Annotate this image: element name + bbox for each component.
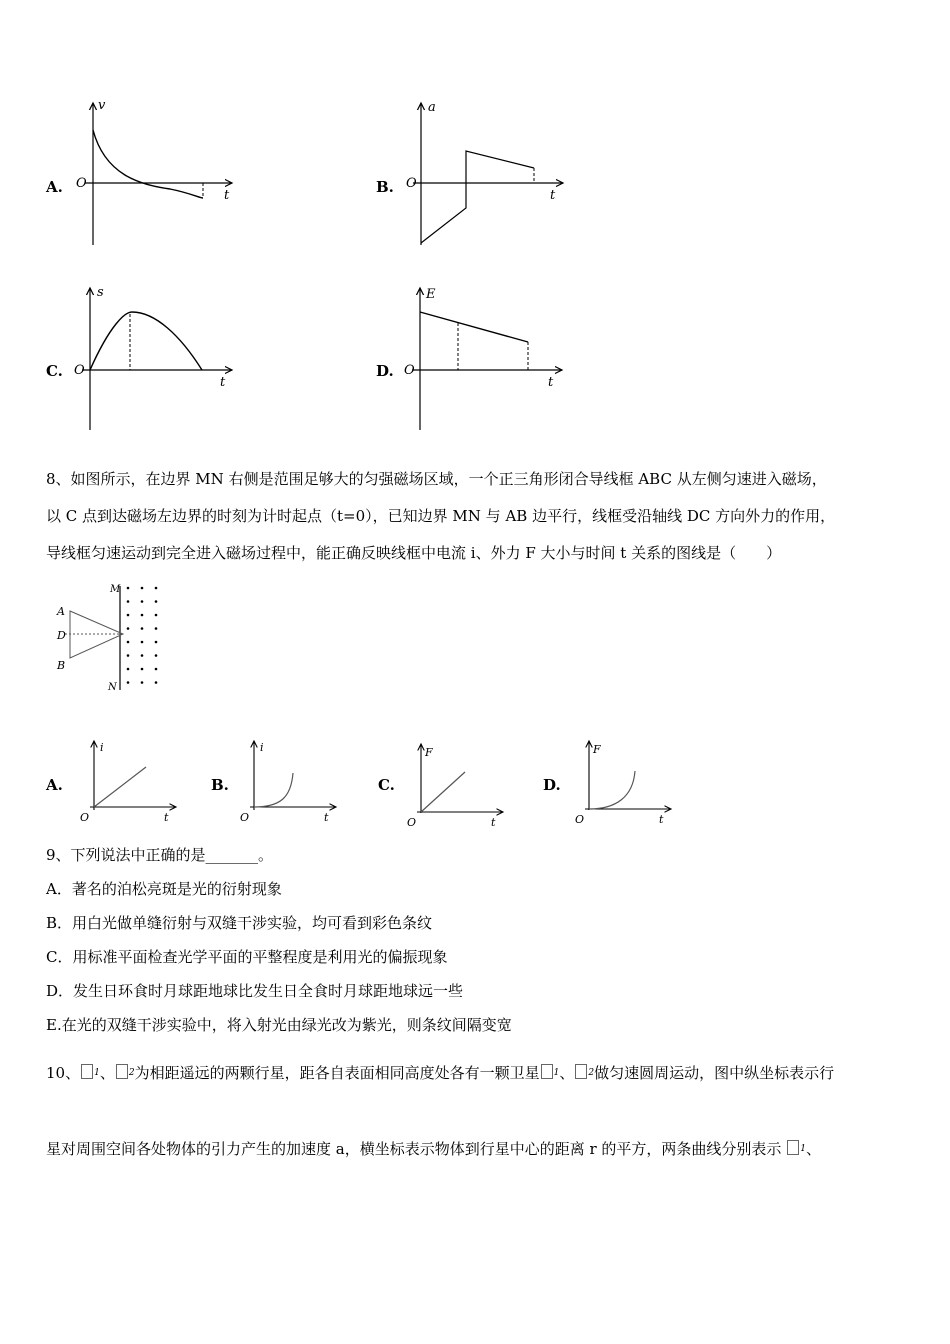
q8-option-a-graph <box>76 735 186 835</box>
planet-symbol-icon <box>787 1140 799 1155</box>
q7-option-c-label: C. <box>46 362 63 380</box>
linear-line <box>94 767 146 807</box>
svg-text:F: F <box>593 743 601 756</box>
q8-figure <box>50 578 170 698</box>
origin-label: O <box>76 176 87 191</box>
field-dot <box>141 627 144 630</box>
svg-text:F: F <box>425 746 433 759</box>
field-dot <box>127 627 130 630</box>
field-dot <box>155 627 158 630</box>
q10-line-2: 星对周围空间各处物体的引力产生的加速度 a，横坐标表示物体到行星中心的距离 r 的平方，两条曲线分别表示 $^1$、 <box>46 1140 821 1158</box>
svg-text:O: O <box>80 811 90 824</box>
svg-text:t: t <box>164 811 169 824</box>
svg-text:O: O <box>406 176 417 191</box>
magnetic-field-dots <box>127 587 158 684</box>
velocity-curve <box>93 130 203 198</box>
field-dot <box>127 600 130 603</box>
svg-text:s: s <box>97 285 104 300</box>
q9-option-e: E.在光的双缝干涉实验中，将入射光由绿光改为紫光，则条纹间隔变宽 <box>46 1016 512 1034</box>
field-dot <box>141 641 144 644</box>
svg-text:O: O <box>240 811 250 824</box>
q8-text-line-3: 导线框匀速运动到完全进入磁场过程中，能正确反映线框中电流 i、外力 F 大小与时间 t 关系的图线是（ ） <box>46 544 782 562</box>
curve <box>254 773 293 807</box>
planet-symbol-icon <box>116 1064 128 1079</box>
q7-option-b-graph <box>398 95 578 250</box>
energy-line <box>420 312 528 342</box>
field-dot <box>141 600 144 603</box>
svg-text:O: O <box>575 813 585 826</box>
svg-text:t: t <box>659 813 664 826</box>
q8-option-b-graph <box>236 735 346 835</box>
q8-option-a-label: A. <box>46 776 63 794</box>
q8-option-c-label: C. <box>378 776 395 794</box>
field-dot <box>127 668 130 671</box>
q9-option-c: C．用标准平面检查光学平面的平整程度是利用光的偏振现象 <box>46 948 448 966</box>
field-dot <box>127 654 130 657</box>
svg-text:A: A <box>57 605 65 618</box>
q10-line-1: 10、 $^1$、 $^2$为相距遥远的两颗行星，距各自表面相同高度处各有一颗卫星 $^1$、 $^2$做匀速圆周运动，图中纵坐标表示行 <box>46 1064 835 1082</box>
svg-text:t: t <box>324 811 329 824</box>
q8-text-line-2: 以 C 点到达磁场左边界的时刻为计时起点（t=0），已知边界 MN 与 AB 边平行，线框受沿轴线 DC 方向外力的作用， <box>46 507 836 525</box>
field-dot <box>141 654 144 657</box>
field-dot <box>155 654 158 657</box>
axis-label: t <box>224 188 230 203</box>
svg-text:O: O <box>74 363 85 378</box>
svg-text:N: N <box>108 682 117 693</box>
field-dot <box>141 614 144 617</box>
q9-option-b: B．用白光做单缝衍射与双缝干涉实验，均可看到彩色条纹 <box>46 914 433 932</box>
satellite-symbol-icon <box>541 1064 553 1079</box>
satellite-symbol-icon <box>575 1064 587 1079</box>
q9-option-a: A．著名的泊松亮斑是光的衍射现象 <box>46 880 282 898</box>
q7-option-b-label: B. <box>376 178 394 196</box>
q7-option-a-label: A. <box>46 178 63 196</box>
field-dot <box>127 641 130 644</box>
axis-label: v <box>98 98 106 113</box>
svg-text:M: M <box>110 584 121 595</box>
field-dot <box>155 668 158 671</box>
svg-text:t: t <box>548 375 554 390</box>
curve <box>589 771 635 809</box>
q7-option-d-label: D. <box>376 362 394 380</box>
svg-text:O: O <box>407 816 417 829</box>
field-dot <box>127 587 130 590</box>
q7-option-a-graph <box>70 95 250 250</box>
svg-text:D: D <box>57 629 66 642</box>
q8-option-d-graph <box>571 735 681 835</box>
field-dot <box>141 587 144 590</box>
field-dot <box>155 614 158 617</box>
svg-text:t: t <box>550 188 556 203</box>
field-dot <box>155 641 158 644</box>
q7-option-d-graph <box>398 280 578 435</box>
svg-text:t: t <box>220 375 226 390</box>
q8-option-b-label: B. <box>211 776 229 794</box>
linear-line <box>421 772 465 812</box>
field-dot <box>155 681 158 684</box>
field-dot <box>127 681 130 684</box>
q8-text-line-1: 8、如图所示，在边界 MN 右侧是范围足够大的匀强磁场区域，一个正三角形闭合导线框 ABC 从左侧匀速进入磁场， <box>46 470 827 488</box>
field-dot <box>141 681 144 684</box>
svg-text:E: E <box>426 287 436 302</box>
q9-option-d: D．发生日环食时月球距地球比发生日全食时月球距地球远一些 <box>46 982 464 1000</box>
q8-option-c-graph <box>403 738 513 838</box>
svg-text:a: a <box>428 100 436 115</box>
field-dot <box>141 668 144 671</box>
svg-text:t: t <box>491 816 496 829</box>
q9-stem: 9、下列说法中正确的是_______。 <box>46 846 274 864</box>
svg-text:B: B <box>57 659 66 672</box>
field-dot <box>127 614 130 617</box>
field-dot <box>155 587 158 590</box>
svg-text:i: i <box>100 741 104 754</box>
svg-text:i: i <box>260 741 264 754</box>
acceleration-line <box>421 151 534 243</box>
svg-text:O: O <box>404 363 415 378</box>
q7-option-c-graph <box>70 280 250 435</box>
field-dot <box>155 600 158 603</box>
q8-option-d-label: D. <box>543 776 561 794</box>
planet-symbol-icon <box>81 1064 93 1079</box>
displacement-curve <box>90 312 202 370</box>
